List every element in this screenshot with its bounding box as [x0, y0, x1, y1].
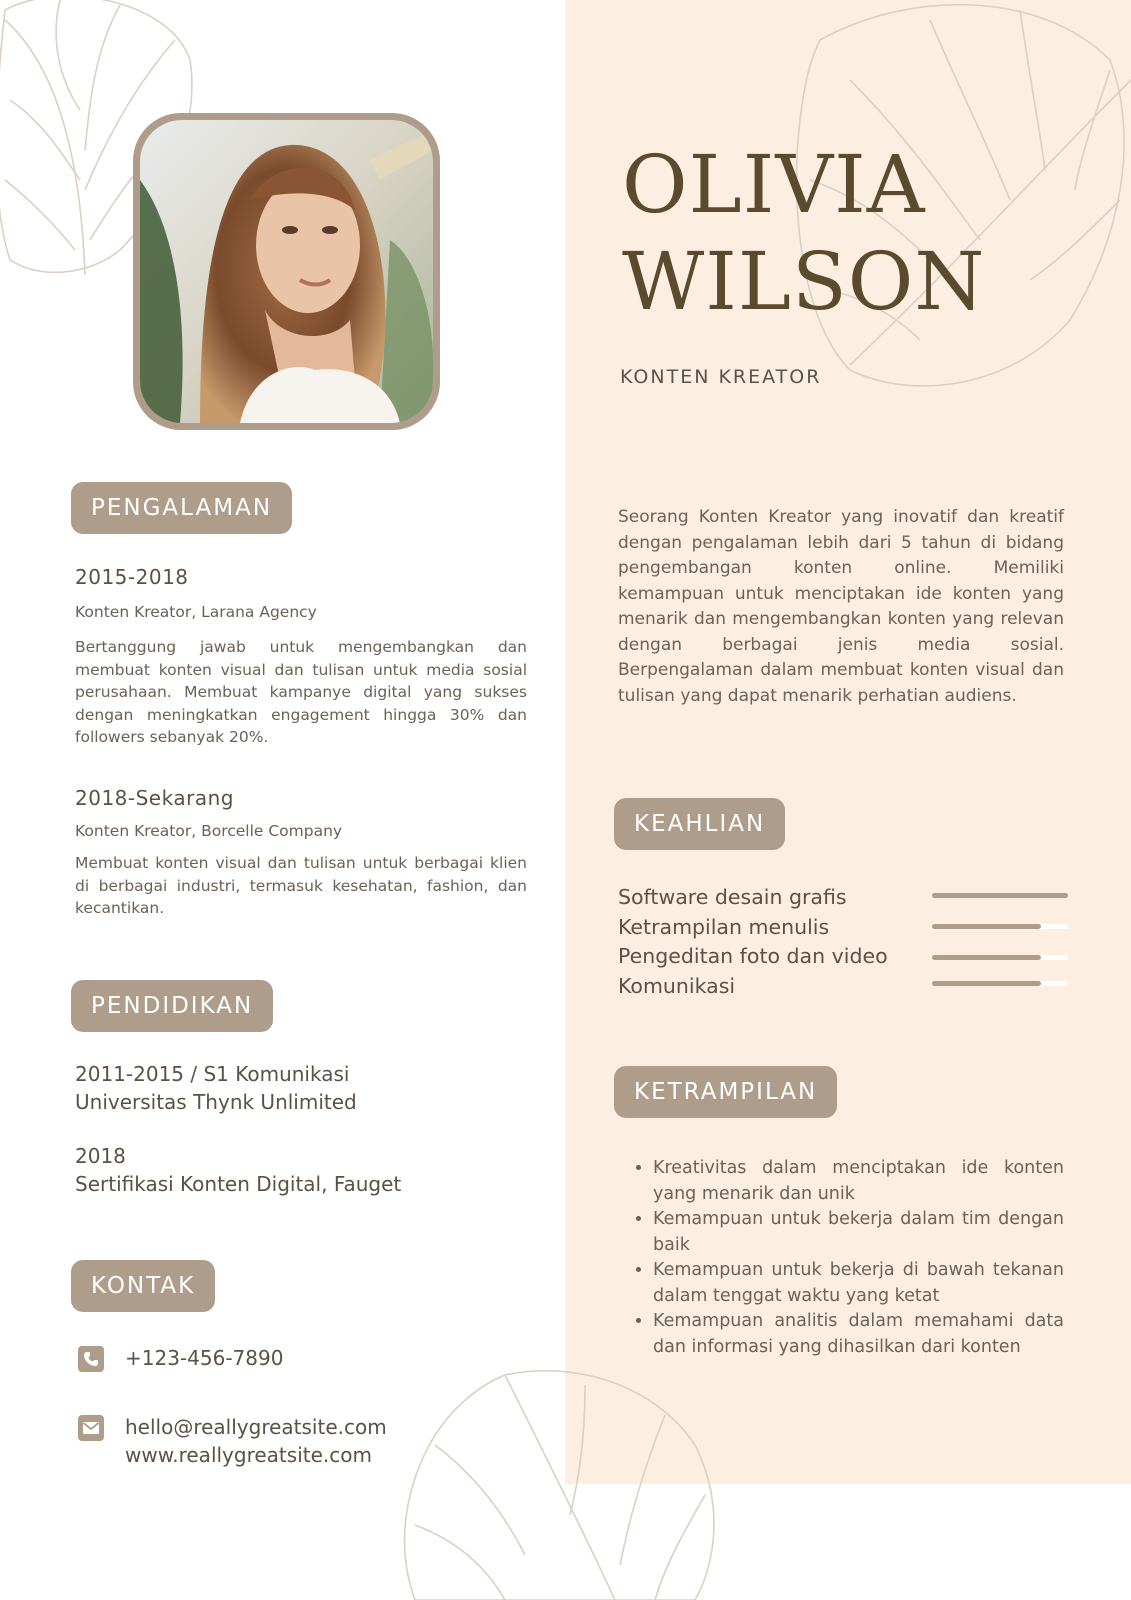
list-item: • Kemampuan untuk bekerja dalam tim dengan baik	[653, 1207, 1064, 1258]
section-heading-education: PENDIDIKAN	[71, 980, 273, 1032]
first-name: OLIVIA	[622, 138, 926, 231]
skill-level-fill	[932, 924, 1041, 929]
list-item: • Kreativitas dalam menciptakan ide konten yang menarik dan unik	[653, 1156, 1064, 1207]
skill-level-bar	[932, 981, 1068, 986]
monstera-leaf-bottom-decoration	[395, 1365, 735, 1600]
skill-level-bar	[932, 893, 1068, 898]
skill-level-fill	[932, 955, 1041, 960]
experience-role: Konten Kreator, Larana Agency	[75, 603, 317, 621]
skill-name: Software desain grafis	[618, 885, 847, 909]
skill-level-fill	[932, 981, 1041, 986]
skill-name: Pengeditan foto dan video	[618, 944, 888, 968]
skill-level-bar	[932, 955, 1068, 960]
phone-icon	[78, 1346, 104, 1372]
website-link[interactable]: www.reallygreatsite.com	[125, 1443, 372, 1467]
contact-web	[125, 1413, 387, 1469]
section-heading-experience: PENGALAMAN	[71, 482, 292, 534]
education-entry	[75, 1142, 401, 1198]
last-name: WILSON	[622, 235, 986, 328]
experience-role: Konten Kreator, Borcelle Company	[75, 822, 343, 840]
profile-photo	[140, 120, 433, 423]
job-title: KONTEN KREATOR	[620, 366, 822, 388]
abilities-list	[618, 1156, 1064, 1360]
education-line: 2011-2015 / S1 Komunikasi	[75, 1062, 350, 1086]
section-heading-contact: KONTAK	[71, 1260, 215, 1312]
skill-name: Ketrampilan menulis	[618, 915, 830, 939]
profile-summary: Seorang Konten Kreator yang inovatif dan kreatif dengan pengalaman lebih dari 5 tahun di bidang pengembangan konten online. Memiliki kemampuan untuk menciptakan ide konten yang menarik dan mengembangkan konten yang relevan dengan berbagai jenis media sosial. Berpengalaman dalam membuat konten visual dan tulisan yang dapat menarik perhatian audiens.	[618, 507, 1064, 706]
experience-description: Bertanggung jawab untuk mengembangkan dan membuat konten visual dan tulisan untuk media sosial perusahaan. Membuat kampanye digital yang sukses dengan meningkatkan engagement hingga 30% dan followers sebanyak 20%.	[75, 638, 527, 746]
list-item: • Kemampuan untuk bekerja di bawah tekanan dalam tenggat waktu yang ketat	[653, 1258, 1064, 1309]
education-line: 2018	[75, 1144, 126, 1168]
section-heading-abilities: KETRAMPILAN	[614, 1066, 837, 1118]
list-item: • Kemampuan analitis dalam memahami data dan informasi yang dihasilkan dari konten	[653, 1309, 1064, 1360]
email-link[interactable]: hello@reallygreatsite.com	[125, 1415, 387, 1439]
skill-level-bar	[932, 924, 1068, 929]
education-line: Universitas Thynk Unlimited	[75, 1090, 357, 1114]
experience-period: 2018-Sekarang	[75, 786, 234, 810]
skill-level-fill	[932, 893, 1068, 898]
experience-description: Membuat konten visual dan tulisan untuk berbagai klien di berbagai industri, termasuk kesehatan, fashion, dan kecantikan.	[75, 854, 527, 917]
experience-period: 2015-2018	[75, 565, 189, 589]
mail-icon	[78, 1415, 104, 1441]
section-heading-skills: KEAHLIAN	[614, 798, 785, 850]
profile-photo-frame	[133, 113, 440, 430]
phone-number[interactable]: +123-456-7890	[125, 1346, 284, 1370]
skill-name: Komunikasi	[618, 974, 736, 998]
education-entry	[75, 1060, 357, 1116]
education-line: Sertifikasi Konten Digital, Fauget	[75, 1172, 402, 1196]
